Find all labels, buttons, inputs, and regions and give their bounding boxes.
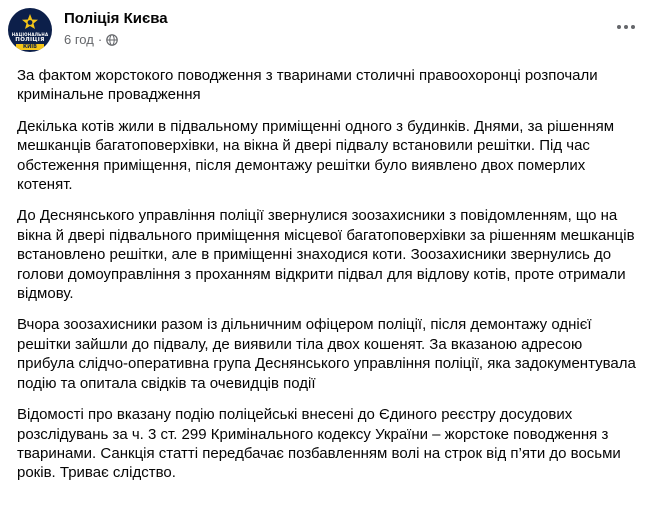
post-timestamp[interactable]: 6 год [64,32,94,47]
avatar[interactable] [8,8,52,52]
post-paragraph: Декілька котів жили в підвальному приміщенні одного з будинків. Днями, за рішенням мешканців багатоповерхівки, на вікна й двері підвалу встановили решітки. Під час обстеження приміщення, після демонтажу решітки було виявлено двох померлих котенят. [17,117,615,194]
post-header [8,8,643,58]
post-paragraph: Відомості про вказану подію поліцейські внесені до Єдиного реєстру досудових розслідувань за ч. 3 ст. 299 Кримінального кодексу України – жорстоке поводження з тваринами. Санкція статті передбачає позбавленням волі на строк від п’яти до восьми років. Триває слідство. [17,406,621,482]
avatar-text-small: НАЦІОНАЛЬНА [11,32,49,37]
post-body [17,66,639,483]
post-paragraph: Вчора зоозахисники разом із дільничним офіцером поліції, після демонтажу однієї решітки зайшли до підвалу, де виявили тіла двох кошенят. За вказаною адресою прибула слідчо-оперативна група Деснянського управління поліції, яка задокументувала подію та опитала свідків та очевидців події [17,316,636,392]
avatar-city-label: КИЇВ [16,44,44,50]
meta-separator: · [97,32,103,47]
more-options-icon [624,25,628,29]
more-options-icon [631,25,635,29]
globe-icon [106,34,118,46]
more-options-button[interactable] [611,12,641,42]
post-meta [64,32,118,47]
page-name[interactable]: Поліція Києва [64,10,168,27]
avatar-text-mid: ПОЛІЦІЯ [15,37,45,43]
more-options-icon [617,25,621,29]
post-paragraph: За фактом жорстокого поводження з тваринами столичні правоохоронці розпочали кримінальне провадження [17,67,598,104]
post-paragraph: До Деснянського управління поліції звернулися зоозахисники з повідомленням, що на вікна й двері підвального приміщення місцевої багатоповерхівки за рішенням мешканців встановлено решітки, але в приміщенні знаходися коти. Зоозахисники звернулись до голови домоуправління з проханням відкрити підвал для відлову котів, проте отримали відмову. [17,207,635,303]
